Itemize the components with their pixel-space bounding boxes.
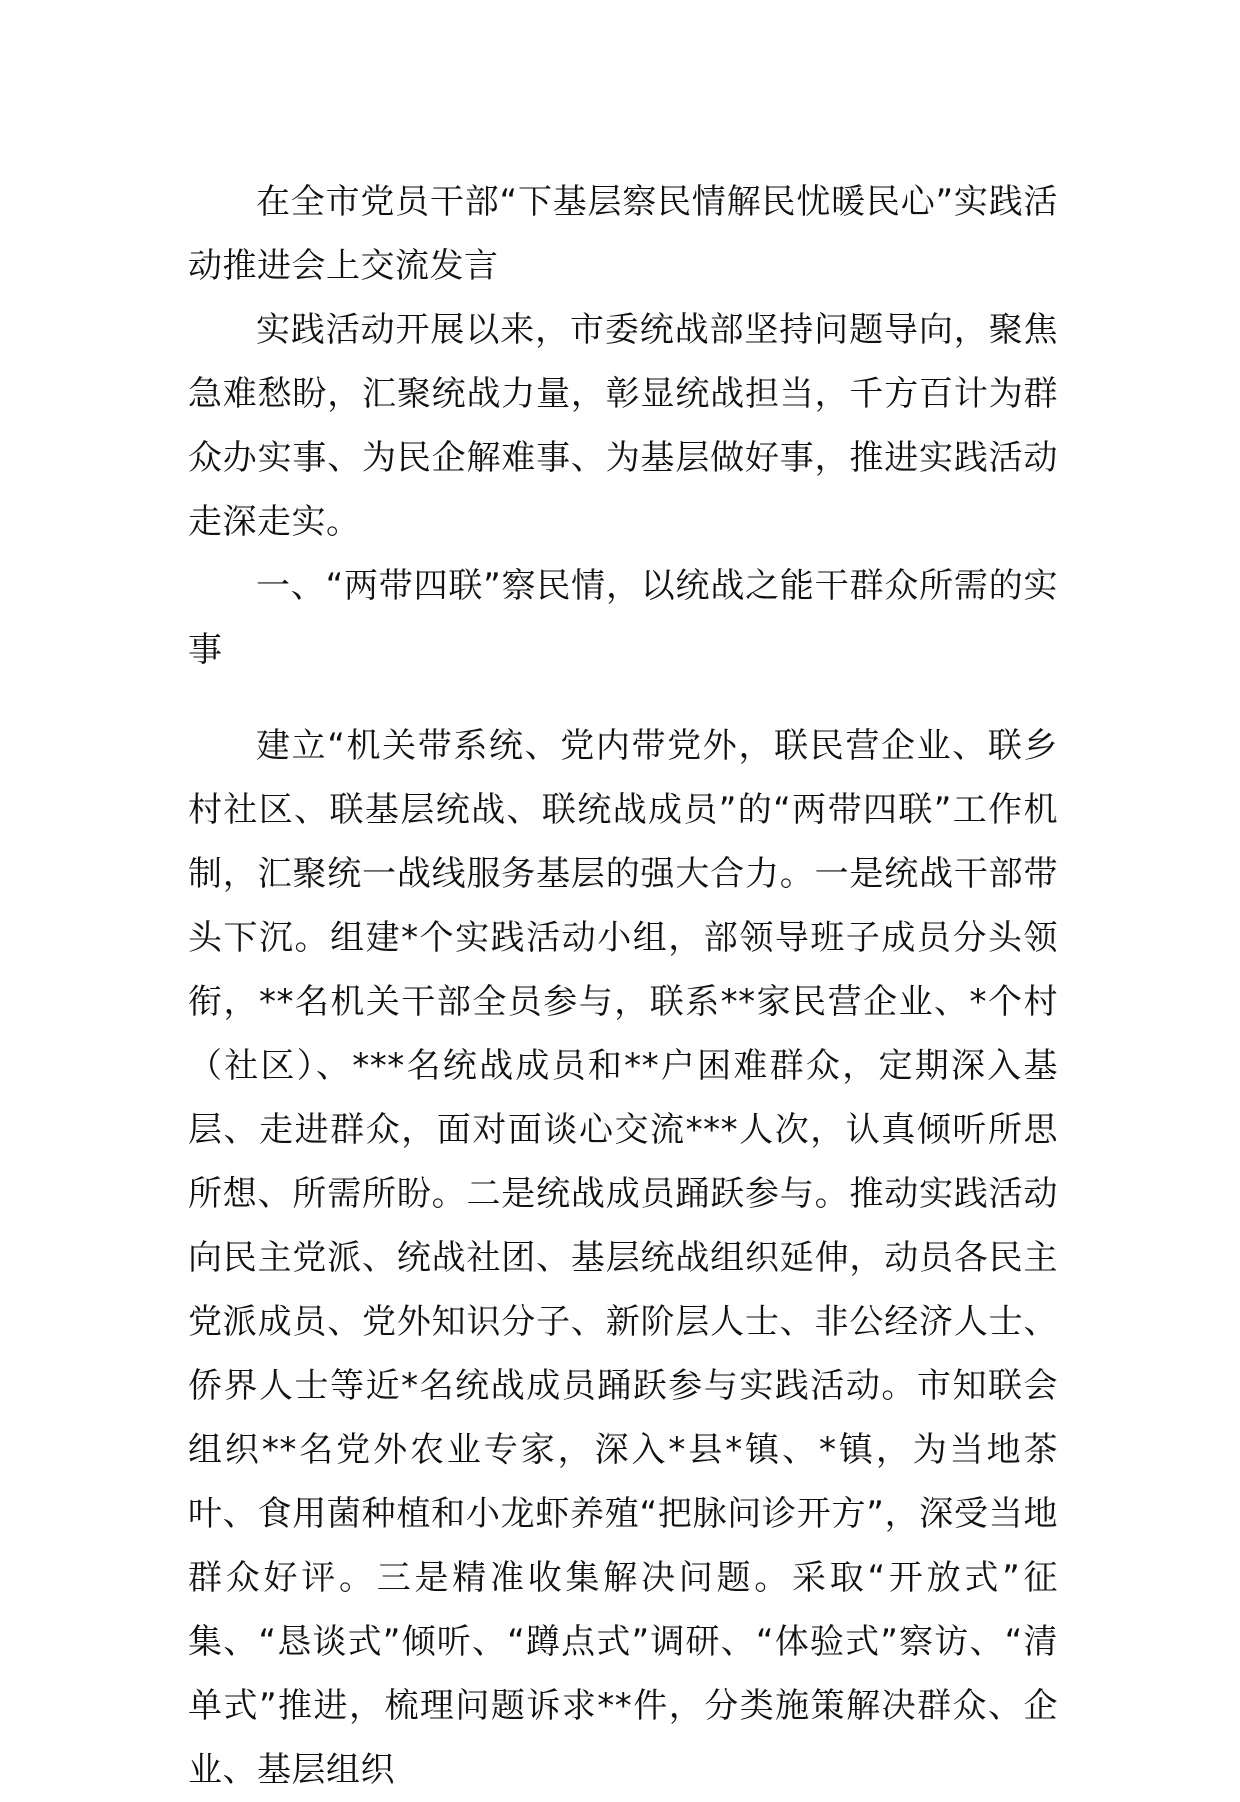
intro-paragraph: 实践活动开展以来，市委统战部坚持问题导向，聚焦急难愁盼，汇聚统战力量，彰显统战担当，千方百计为群众办实事、为民企解难事、为基层做好事，推进实践活动走深走实。: [188, 310, 1058, 542]
section-heading: 一、“两带四联”察民情，以统战之能干群众所需的实事: [188, 566, 1058, 670]
document-body: [188, 170, 1058, 1802]
document-title: 在全市党员干部“下基层察民情解民忧暖民心”实践活动推进会上交流发言: [188, 182, 1058, 286]
section-body-paragraph: 建立“机关带系统、党内带党外，联民营企业、联乡村社区、联基层统战、联统战成员”的“两带四联”工作机制，汇聚统一战线服务基层的强大合力。一是统战干部带头下沉。组建*个实践活动小组，部领导班子成员分头领衔，**名机关干部全员参与，联系**家民营企业、*个村（社区）、***名统战成员和**户困难群众，定期深入基层、走进群众，面对面谈心交流***人次，认真倾听所思所想、所需所盼。二是统战成员踊跃参与。推动实践活动向民主党派、统战社团、基层统战组织延伸，动员各民主党派成员、党外知识分子、新阶层人士、非公经济人士、侨界人士等近*名统战成员踊跃参与实践活动。市知联会组织**名党外农业专家，深入*县*镇、*镇，为当地茶叶、食用菌种植和小龙虾养殖“把脉问诊开方”，深受当地群众好评。三是精准收集解决问题。采取“开放式”征集、“恳谈式”倾听、“蹲点式”调研、“体验式”察访、“清单式”推进，梳理问题诉求**件，分类施策解决群众、企业、基层组织: [188, 726, 1058, 1790]
